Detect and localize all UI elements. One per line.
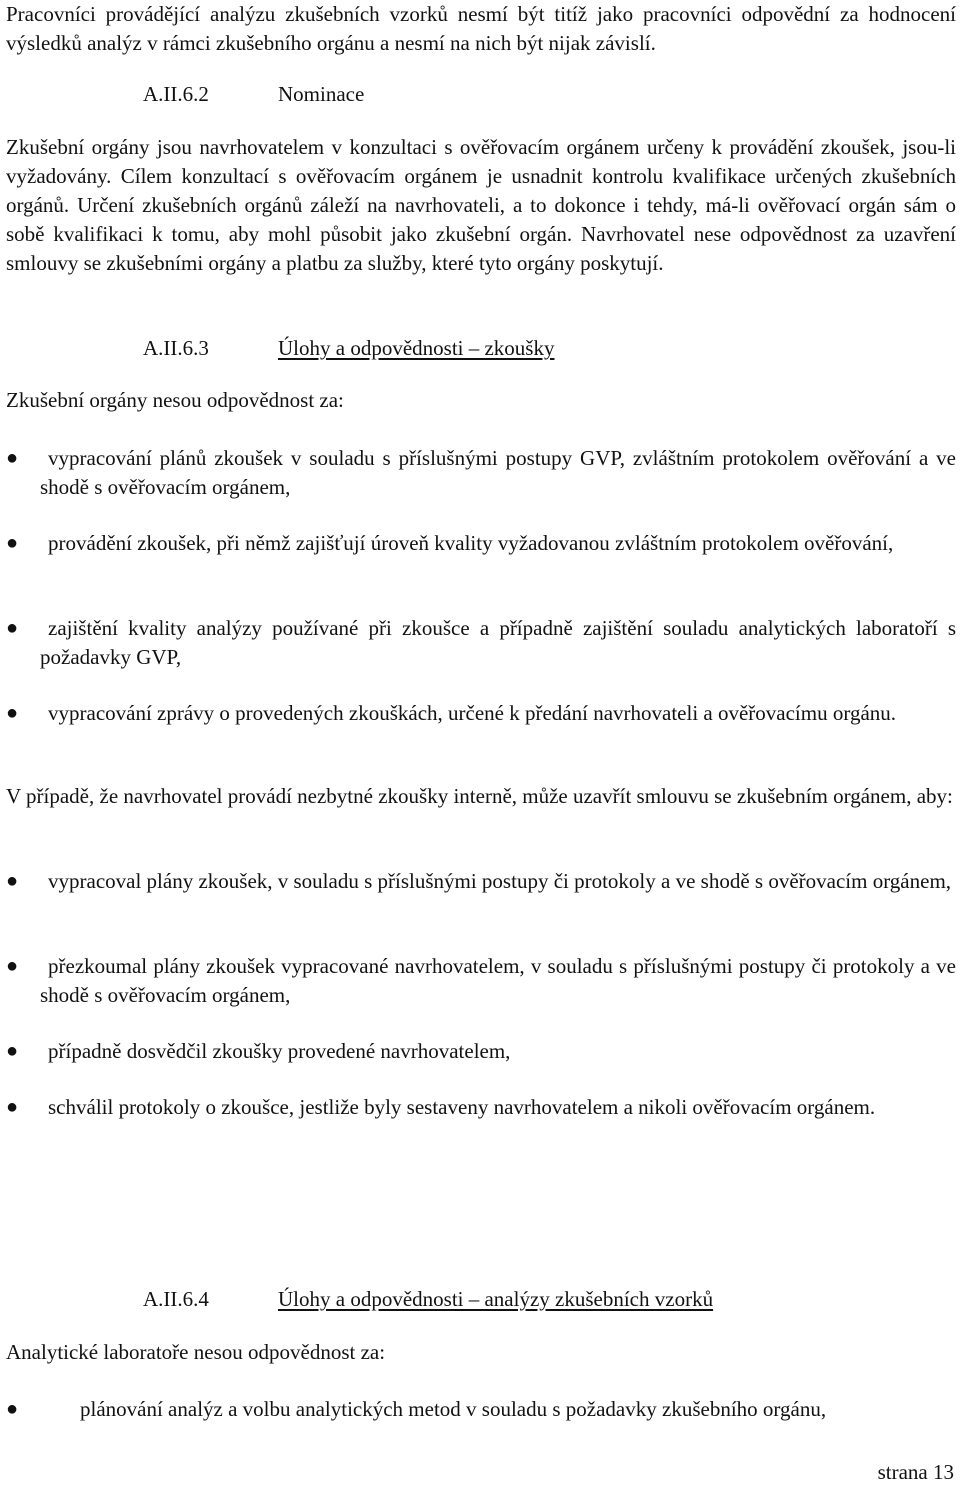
bullet-icon: ● [6,532,19,554]
list-item-text: vypracování plánů zkoušek v souladu s příslušnými postupy GVP, zvláštním protokolem ověřování a ve shodě s ověřovacím orgánem, [40,446,956,499]
section-number: A.II.6.3 [143,336,209,360]
bullet-icon: ● [6,1398,19,1420]
section-heading-6-2 [143,80,943,109]
bullet-icon: ● [6,702,19,724]
intro-zkusebni-organy: Zkušební orgány nesou odpovědnost za: [6,388,344,412]
intro-analyticke-laboratore: Analytické laboratoře nesou odpovědnost za: [6,1340,386,1364]
bullet-icon: ● [6,955,19,977]
bullet-icon: ● [6,447,19,469]
list-item-text: provádění zkoušek, při němž zajišťují úroveň kvality vyžadovanou zvláštním protokolem ověřování, [48,531,894,555]
paragraph-staff-independence: Pracovníci provádějící analýzu zkušebních vzorků nesmí být titíž jako pracovníci odpovědní za hodnocení výsledků analýz v rámci zkušebního orgánu a nesmí na nich být nijak závislí. [6,2,956,55]
section-number: A.II.6.4 [143,1287,209,1311]
section-title: Úlohy a odpovědnosti – analýzy zkušebních vzorků [278,1287,714,1311]
list-item-text: schválil protokoly o zkoušce, jestliže byly sestaveny navrhovatelem a nikoli ověřovacím orgánem. [48,1095,876,1119]
bullet-icon: ● [6,1096,19,1118]
bullet-icon: ● [6,617,19,639]
list-item-text: vypracoval plány zkoušek, v souladu s příslušnými postupy či protokoly a ve shodě s ověřovacím orgánem, [48,869,952,893]
section-title: Úlohy a odpovědnosti – zkoušky [278,336,555,360]
section-number: A.II.6.2 [143,82,209,106]
bullet-icon: ● [6,1040,19,1062]
list-item-text: vypracování zprávy o provedených zkouškách, určené k předání navrhovateli a ověřovacímu orgánu. [48,701,897,725]
list-item-text: plánování analýz a volbu analytických metod v souladu s požadavky zkušebního orgánu, [80,1397,827,1421]
list-item-text: zajištění kvality analýzy používané při zkoušce a případně zajištění souladu analytických laboratoří s požadavky GVP, [40,616,956,669]
paragraph-nominace: Zkušební orgány jsou navrhovatelem v konzultaci s ověřovacím orgánem určeny k provádění zkoušek, jsou-li vyžadovány. Cílem konzultací s ověřovacím orgánem je usnadnit kontrolu kvalifikace určených zkušebních orgánů. Určení zkušebních orgánů záleží na navrhovateli, a to dokonce i tehdy, má-li ověřovací orgán sám o sobě kvalifikaci k tomu, aby mohl působit jako zkušební orgán. Navrhovatel nese odpovědnost za uzavření smlouvy se zkušebními orgány a platbu za služby, které tyto orgány poskytují. [6,135,956,275]
list-item-text: přezkoumal plány zkoušek vypracované navrhovatelem, v souladu s příslušnými postupy či protokoly a ve shodě s ověřovacím orgánem, [40,954,956,1007]
bullet-icon: ● [6,870,19,892]
section-title: Nominace [278,82,365,106]
paragraph-interne: V případě, že navrhovatel provádí nezbytné zkoušky interně, může uzavřít smlouvu se zkušebním orgánem, aby: [6,784,953,808]
section-heading-6-3 [143,334,943,363]
section-heading-6-4 [143,1285,943,1314]
list-item-text: případně dosvědčil zkoušky provedené navrhovatelem, [48,1039,511,1063]
page-number: strana 13 [877,1460,954,1484]
